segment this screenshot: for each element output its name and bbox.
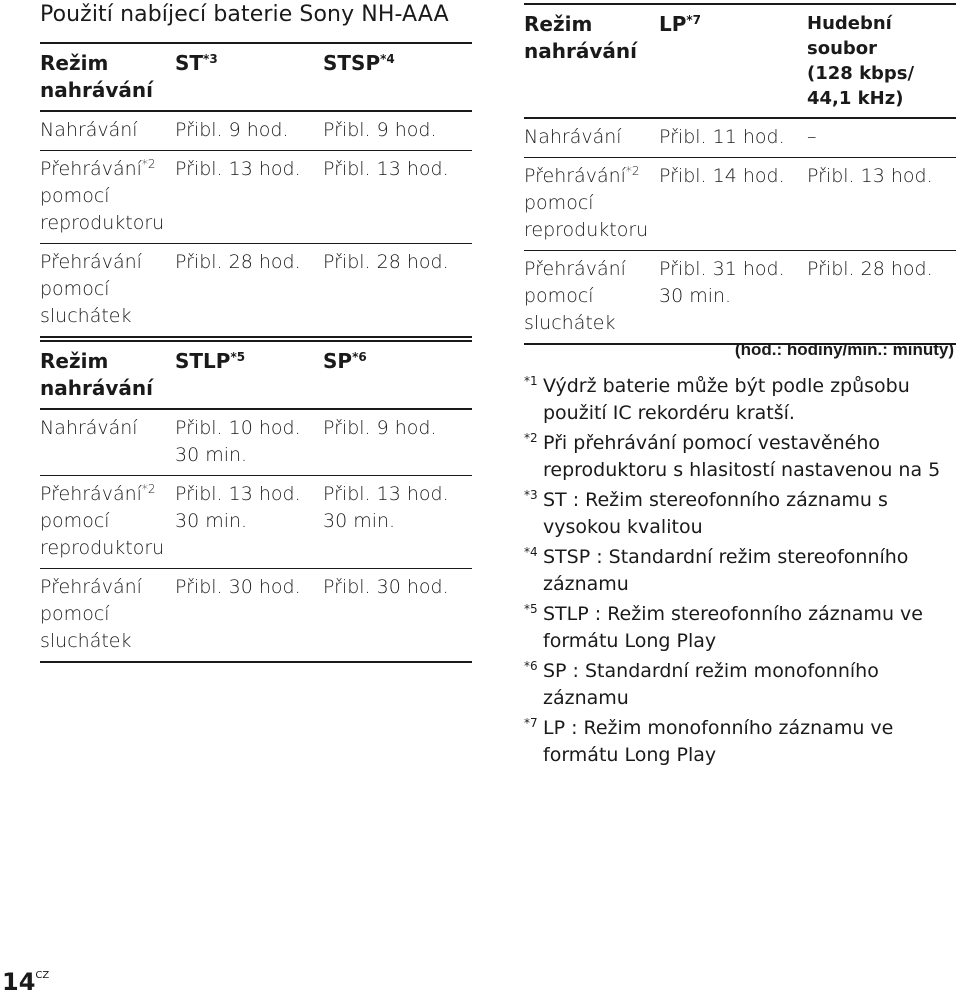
row-label: Nahrávání <box>40 417 138 439</box>
header-mode: Režim nahrávání <box>40 51 153 102</box>
row-label: Přehrávání$^{*2}$ pomocí reproduktoru <box>524 164 649 241</box>
footnote-text: STSP : Standardní režim stereofonního záznamu <box>543 546 909 595</box>
footnote <box>524 430 960 484</box>
cell-value: Přibl. 13 hod. 30 min. <box>175 483 301 532</box>
unit-legend: (hod.: hodiny/min.: minuty) <box>734 340 954 359</box>
footnote-text: LP : Režim monofonního záznamu ve formátu Long Play <box>543 717 894 766</box>
table-header-row <box>524 4 956 118</box>
table-row <box>40 244 472 338</box>
footnote-mark: *4 <box>524 545 538 559</box>
cell-value: Přibl. 28 hod. <box>807 258 933 280</box>
battery-table-lp-music <box>524 3 956 345</box>
table-row <box>40 111 472 151</box>
footnote-text: STLP : Režim stereofonního záznamu ve formátu Long Play <box>543 603 923 652</box>
footnote <box>524 658 960 712</box>
footnote-mark: *3 <box>524 488 538 502</box>
footnote <box>524 487 960 541</box>
table-row <box>40 151 472 244</box>
footnotes <box>524 373 960 772</box>
header-music-file: Hudební soubor (128 kbps/ 44,1 kHz) <box>807 13 915 109</box>
table-row <box>40 409 472 476</box>
row-label: Nahrávání <box>40 119 138 141</box>
table-row <box>524 158 956 251</box>
footnote-mark: *1 <box>524 374 538 388</box>
footnote <box>524 601 960 655</box>
row-label: Přehrávání pomocí sluchátek <box>40 251 142 327</box>
cell-value: Přibl. 28 hod. <box>175 251 301 273</box>
footnote-text: SP : Standardní režim monofonního záznamu <box>543 660 879 709</box>
footnote <box>524 373 960 427</box>
row-label: Přehrávání pomocí sluchátek <box>524 258 626 334</box>
footnote-mark: *2 <box>524 431 538 445</box>
footnote-text: Při přehrávání pomocí vestavěného reproduktoru s hlasitostí nastavenou na 5 <box>543 432 941 481</box>
cell-value: Přibl. 31 hod. 30 min. <box>659 258 785 307</box>
header-stlp: STLP$^{*5}$ <box>175 349 246 373</box>
header-stsp: STSP$^{*4}$ <box>323 51 395 75</box>
row-label: Přehrávání pomocí sluchátek <box>40 576 142 652</box>
table-row <box>40 569 472 663</box>
header-st: ST$^{*3}$ <box>175 51 218 75</box>
row-label: Přehrávání$^{*2}$ pomocí reproduktoru <box>40 157 165 234</box>
footnote-text: Výdrž baterie může být podle způsobu použití IC rekordéru kratší. <box>543 375 910 424</box>
page-language: CZ <box>35 970 50 981</box>
footnote-mark: *6 <box>524 659 538 673</box>
header-mode: Režim nahrávání <box>40 349 153 400</box>
cell-value: Přibl. 30 hod. <box>175 576 301 598</box>
cell-value: Přibl. 28 hod. <box>323 251 449 273</box>
cell-value: Přibl. 9 hod. <box>323 417 437 439</box>
footnote <box>524 544 960 598</box>
cell-value: Přibl. 13 hod. 30 min. <box>323 483 449 532</box>
cell-value: – <box>807 126 817 148</box>
table-row <box>40 476 472 569</box>
row-label: Přehrávání$^{*2}$ pomocí reproduktoru <box>40 482 165 559</box>
cell-value: Přibl. 13 hod. <box>175 158 301 180</box>
cell-value: Přibl. 13 hod. <box>807 165 933 187</box>
footnote-mark: *5 <box>524 602 538 616</box>
cell-value: Přibl. 9 hod. <box>175 119 289 141</box>
cell-value: Přibl. 13 hod. <box>323 158 449 180</box>
battery-table-st-stsp <box>40 42 472 338</box>
header-mode: Režim nahrávání <box>524 12 637 63</box>
cell-value: Přibl. 11 hod. <box>659 126 785 148</box>
table-row <box>524 118 956 158</box>
table-row <box>524 251 956 345</box>
cell-value: Přibl. 14 hod. <box>659 165 785 187</box>
header-sp: SP$^{*6}$ <box>323 349 367 373</box>
row-label: Nahrávání <box>524 126 622 148</box>
page-title: Použití nabíjecí baterie Sony NH-AAA <box>40 2 449 27</box>
table-header-row <box>40 43 472 111</box>
cell-value: Přibl. 10 hod. 30 min. <box>175 417 301 466</box>
footnote <box>524 715 960 769</box>
header-lp: LP$^{*7}$ <box>659 12 702 36</box>
table-header-row <box>40 341 472 409</box>
cell-value: Přibl. 30 hod. <box>323 576 449 598</box>
cell-value: Přibl. 9 hod. <box>323 119 437 141</box>
footnote-text: ST : Režim stereofonního záznamu s vysokou kvalitou <box>543 489 888 538</box>
footnote-mark: *7 <box>524 716 538 730</box>
page-number: $14^{CZ}$ <box>2 968 50 996</box>
battery-table-stlp-sp <box>40 340 472 663</box>
